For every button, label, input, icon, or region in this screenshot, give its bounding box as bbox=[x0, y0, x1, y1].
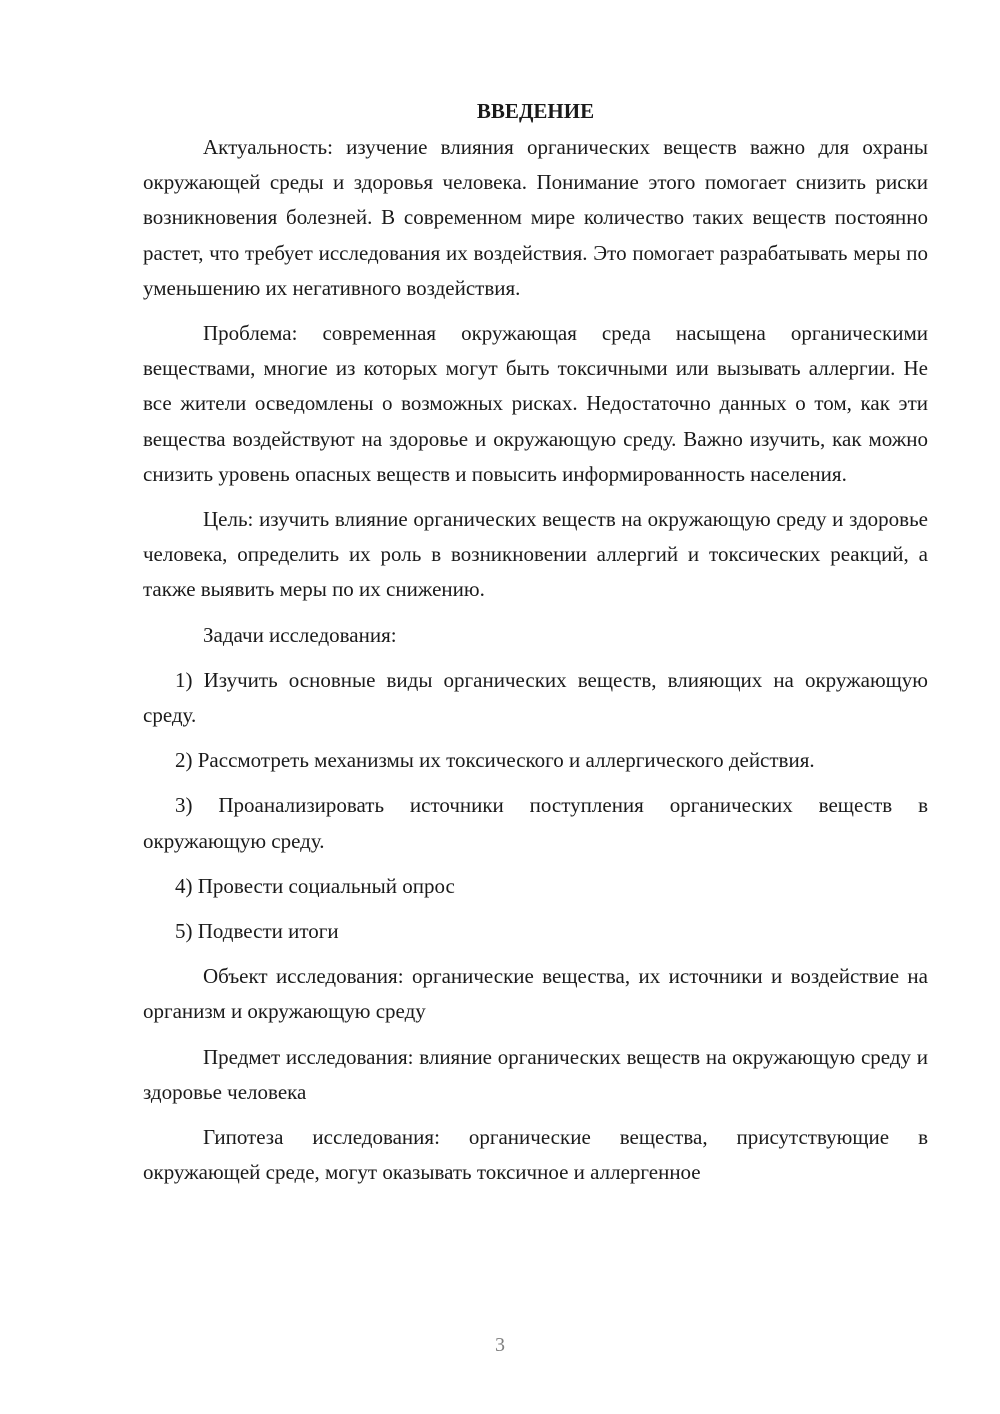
task-item-2: 2) Рассмотреть механизмы их токсического и аллергического действия. bbox=[175, 748, 815, 773]
task-item-4: 4) Провести социальный опрос bbox=[175, 873, 455, 898]
task-item-5: 5) Подвести итоги bbox=[175, 919, 339, 944]
document-page bbox=[143, 92, 928, 1200]
paragraph-object: Объект исследования: органические вещества, их источники и воздействие на организм и окружающую среду bbox=[143, 964, 928, 1024]
paragraph-subject: Предмет исследования: влияние органических веществ на окружающую среду и здоровье человека bbox=[143, 1044, 928, 1104]
tasks-title: Задачи исследования: bbox=[203, 622, 397, 647]
task-item-1: 1) Изучить основные виды органических веществ, влияющих на окружающую среду. bbox=[143, 667, 928, 728]
paragraph-goal: Цель: изучить влияние органических веществ на окружающую среду и здоровье человека, определить их роль в возникновении аллергий и токсических реакций, а также выявить меры по их снижению. bbox=[143, 507, 928, 602]
page-number: 3 bbox=[495, 1334, 505, 1356]
paragraph-relevance: Актуальность: изучение влияния органических веществ важно для охраны окружающей среды и здоровья человека. Понимание этого помогает снизить риски возникновения болезней. В современном мире количество таких веществ постоянно растет, что требует исследования их воздействия. Это помогает разрабатывать меры по уменьшению их негативного воздействия. bbox=[143, 135, 928, 300]
paragraph-problem: Проблема: современная окружающая среда насыщена органическими веществами, многие из которых могут быть токсичными или вызывать аллергии. Не все жители осведомлены о возможных рисках. Недостаточно данных о том, как эти вещества воздействуют на здоровье и окружающую среду. Важно изучить, как можно снизить уровень опасных веществ и повысить информированность населения. bbox=[143, 321, 928, 486]
section-heading: ВВЕДЕНИЕ bbox=[476, 99, 595, 123]
task-item-3: 3) Проанализировать источники поступления органических веществ в окружающую среду. bbox=[143, 793, 928, 853]
paragraph-hypothesis: Гипотеза исследования: органические вещества, присутствующие в окружающей среде, могут оказывать токсичное и аллергенное bbox=[143, 1125, 928, 1185]
